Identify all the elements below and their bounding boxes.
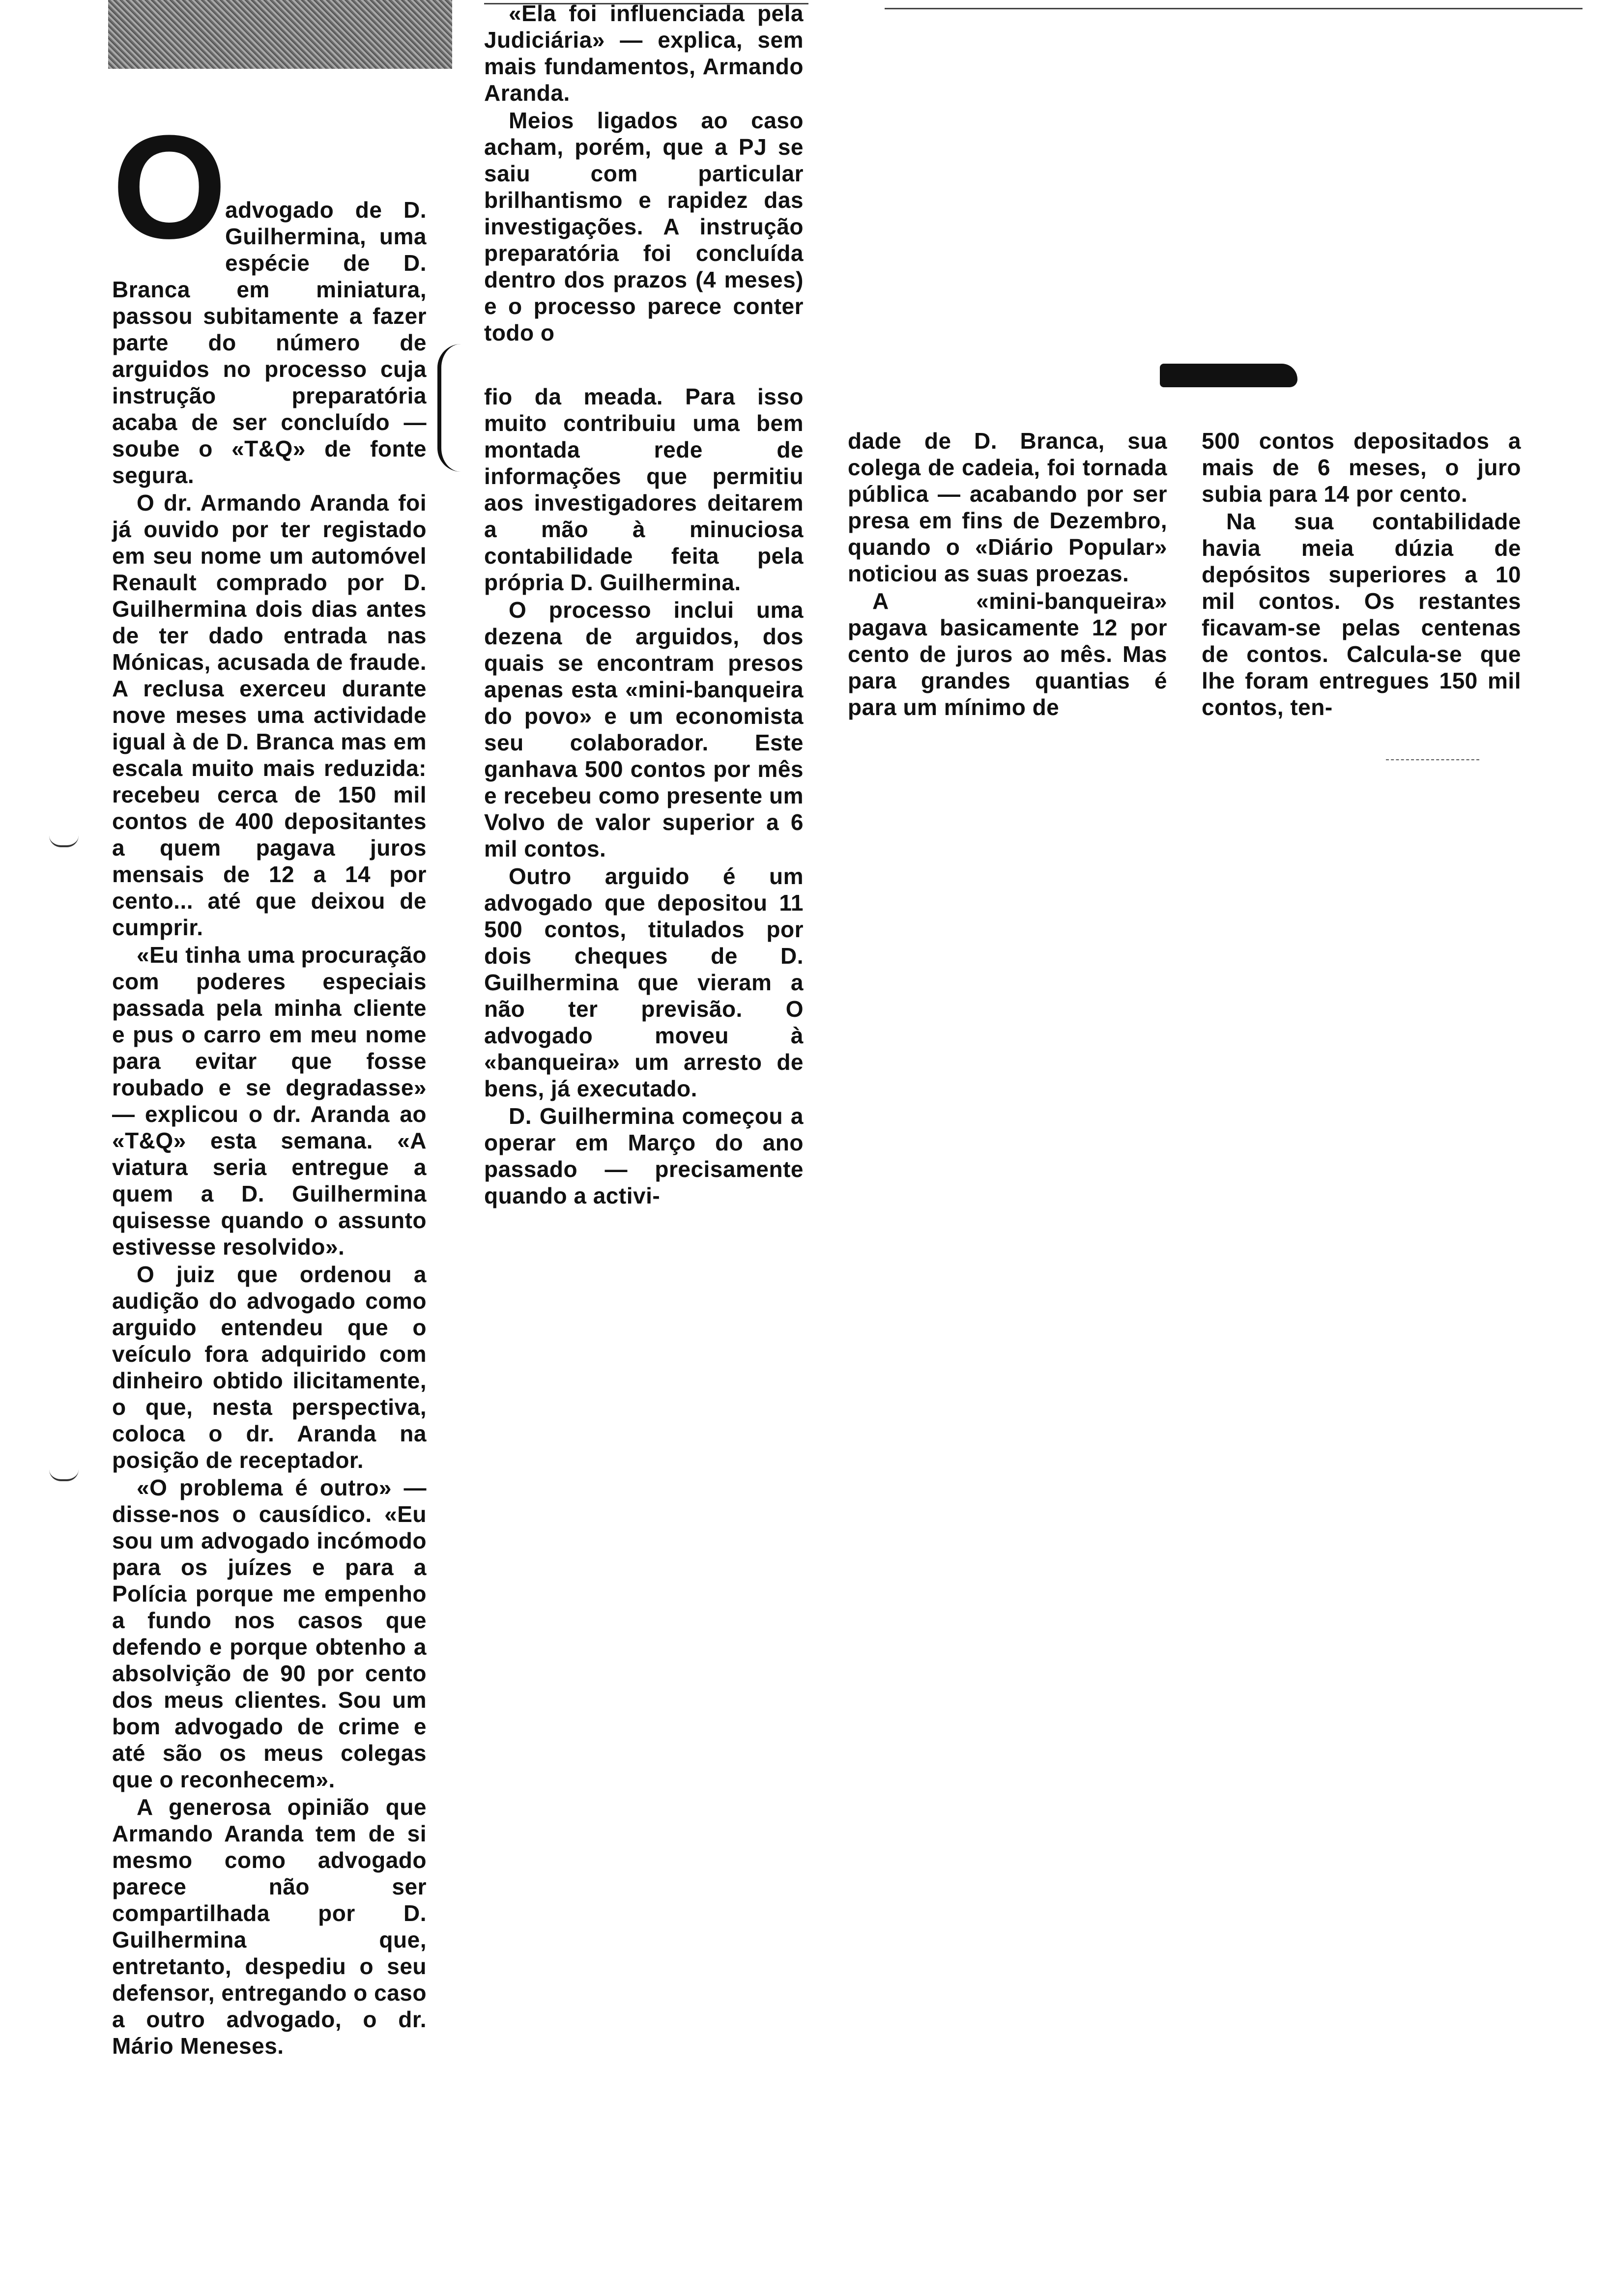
paragraph: A generosa opinião que Armando Aranda tem de si mesmo como advogado parece não ser compartilhada por D. Guilhermina que, entretanto, despediu o seu defensor, entregando o caso a outro advogado, o dr. Mário Meneses. bbox=[112, 1794, 427, 2059]
column-rule bbox=[885, 8, 1583, 9]
paragraph: A «mini-banqueira» pagava basicamente 12 por cento de juros ao mês. Mas para grandes quantias é para um mínimo de bbox=[848, 588, 1167, 720]
paragraph: advogado de D. Guilhermina, uma espécie de D. Branca em miniatura, passou subitamente a fazer parte do número de arguidos no processo cuja instrução preparatória acaba de ser concluído — soube o «T&Q» de fonte segura. bbox=[112, 197, 427, 488]
column-end-rule bbox=[1386, 759, 1479, 760]
ink-blot bbox=[1160, 364, 1297, 387]
article-column-3 bbox=[848, 428, 1167, 720]
paragraph: 500 contos depositados a mais de 6 meses, o juro subia para 14 por cento. bbox=[1202, 428, 1521, 507]
paragraph: O processo inclui uma dezena de arguidos, dos quais se encontram presos apenas esta «mini-banqueira do povo» e um economista seu colaborador. Este ganhava 500 contos por mês e recebeu como presente um Volvo de valor superior a 6 mil contos. bbox=[484, 597, 804, 861]
article-column-1 bbox=[112, 104, 427, 2059]
paragraph: Meios ligados ao caso acham, porém, que a PJ se saiu com particular brilhantismo e rapidez das investigações. A instrução preparatória foi concluída dentro dos prazos (4 meses) e o processo parece conter todo o bbox=[484, 108, 804, 345]
drop-cap: O bbox=[112, 104, 227, 269]
article-column-2-top bbox=[484, 0, 804, 346]
paragraph: O juiz que ordenou a audição do advogado como arguido entendeu que o veículo fora adquirido com dinheiro obtido ilicitamente, o que, nesta perspectiva, coloca o dr. Aranda na posição de receptador. bbox=[112, 1262, 427, 1473]
paragraph: D. Guilhermina começou a operar em Março do ano passado — precisamente quando a activi- bbox=[484, 1103, 804, 1208]
paragraph: dade de D. Branca, sua colega de cadeia, foi tornada pública — acabando por ser presa em fins de Dezembro, quando o «Diário Popular» noticiou as suas proezas. bbox=[848, 428, 1167, 586]
paragraph: «O problema é outro» — disse-nos o causídico. «Eu sou um advogado incómodo para os juízes e para a Polícia porque me empenho a fundo nos casos que defendo e porque obtenho a absolvição de 90 por cento dos meus clientes. Sou um bom advogado de crime e até são os meus colegas que o reconhecem». bbox=[112, 1475, 427, 1792]
margin-mark bbox=[49, 835, 79, 847]
paragraph: Na sua contabilidade havia meia dúzia de depósitos superiores a 10 mil contos. Os restantes ficavam-se pelas centenas de contos. Calcula-se que lhe foram entregues 150 mil contos, ten- bbox=[1202, 509, 1521, 720]
paragraph: «Eu tinha uma procuração com poderes especiais passada pela minha cliente e pus o carro em meu nome para evitar que fosse roubado e se degradasse» — explicou o dr. Aranda ao «T&Q» esta semana. «A viatura seria entregue a quem a D. Guilhermina quisesse quando o assunto estivesse resolvido». bbox=[112, 942, 427, 1260]
paragraph: O dr. Armando Aranda foi já ouvido por ter registado em seu nome um automóvel Renault comprado por D. Guilhermina dois dias antes de ter dado entrada nas Mónicas, acusada de fraude. A reclusa exerceu durante nove meses uma actividade igual à de D. Branca mas em escala muito mais reduzida: recebeu cerca de 150 mil contos de 400 depositantes a quem pagava juros mensais de 12 a 14 por cento... até que deixou de cumprir. bbox=[112, 490, 427, 940]
masthead-fragment bbox=[108, 0, 452, 69]
article-column-2-bottom bbox=[484, 383, 804, 1209]
paragraph: Outro arguido é um advogado que depositou 11 500 contos, titulados por dois cheques de D. Guilhermina que vieram a não ter previsão. O advogado moveu à «banqueira» um arresto de bens, já executado. bbox=[484, 863, 804, 1101]
margin-mark bbox=[49, 1469, 79, 1481]
paragraph: fio da meada. Para isso muito contribuiu uma bem montada rede de informações que permitiu aos investigadores deitarem a mão à minuciosa contabilidade feita pela própria D. Guilhermina. bbox=[484, 384, 804, 595]
article-column-4 bbox=[1202, 428, 1521, 720]
margin-bracket bbox=[437, 344, 461, 472]
paragraph: «Ela foi influenciada pela Judiciária» — explica, sem mais fundamentos, Armando Aranda. bbox=[484, 0, 804, 106]
